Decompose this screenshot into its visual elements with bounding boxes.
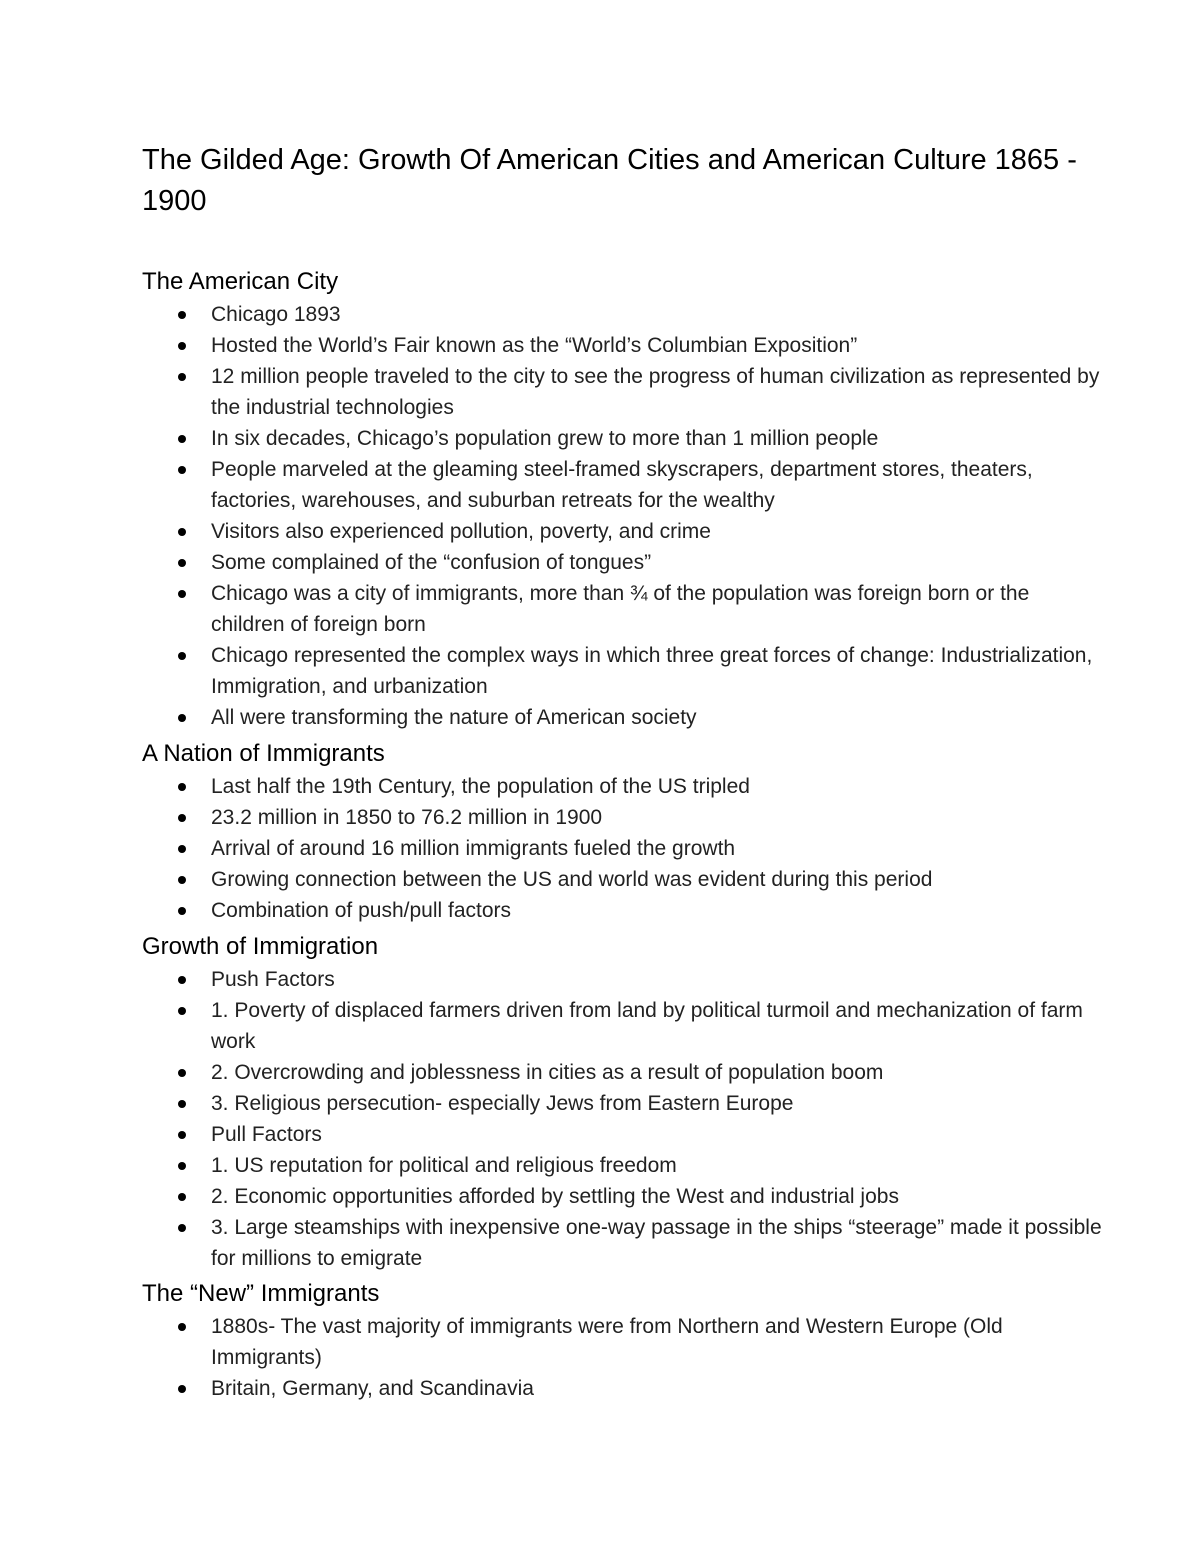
bullet-icon xyxy=(178,652,186,660)
section-heading: A Nation of Immigrants xyxy=(142,740,385,767)
list-item xyxy=(142,640,1102,702)
list-item xyxy=(142,995,1102,1057)
list-item-text: 1. US reputation for political and religious freedom xyxy=(211,1154,677,1177)
bullet-icon xyxy=(178,528,186,536)
bullet-list xyxy=(142,771,1102,926)
bullet-icon xyxy=(178,1193,186,1201)
list-item-text: All were transforming the nature of American society xyxy=(211,706,697,729)
bullet-list xyxy=(142,299,1102,733)
list-item-text: Some complained of the “confusion of tongues” xyxy=(211,551,652,574)
list-item xyxy=(142,1311,1102,1373)
bullet-icon xyxy=(178,435,186,443)
list-item xyxy=(142,1212,1102,1274)
section-nation-of-immigrants xyxy=(142,737,1102,926)
bullet-icon xyxy=(178,1007,186,1015)
list-item xyxy=(142,361,1102,423)
bullet-icon xyxy=(178,876,186,884)
bullet-icon xyxy=(178,714,186,722)
list-item xyxy=(142,964,1102,995)
list-item xyxy=(142,864,1102,895)
list-item xyxy=(142,516,1102,547)
bullet-icon xyxy=(178,814,186,822)
list-item-text: 3. Religious persecution- especially Jews from Eastern Europe xyxy=(211,1092,794,1115)
bullet-icon xyxy=(178,466,186,474)
list-item-text: Chicago was a city of immigrants, more than ¾ of the population was foreign born or the children of foreign born xyxy=(211,582,1030,636)
bullet-icon xyxy=(178,1069,186,1077)
list-item xyxy=(142,702,1102,733)
list-item-text: In six decades, Chicago’s population grew to more than 1 million people xyxy=(211,427,879,450)
bullet-icon xyxy=(178,342,186,350)
list-item xyxy=(142,1181,1102,1212)
list-item-text: 2. Economic opportunities afforded by settling the West and industrial jobs xyxy=(211,1185,899,1208)
list-item-text: 3. Large steamships with inexpensive one-way passage in the ships “steerage” made it possible for millions to emigrate xyxy=(211,1216,1102,1270)
list-item xyxy=(142,895,1102,926)
list-item-text: 12 million people traveled to the city to see the progress of human civilization as represented by the industrial technologies xyxy=(211,365,1100,419)
list-item xyxy=(142,454,1102,516)
list-item xyxy=(142,330,1102,361)
list-item xyxy=(142,833,1102,864)
bullet-icon xyxy=(178,559,186,567)
section-heading: Growth of Immigration xyxy=(142,933,379,960)
bullet-icon xyxy=(178,373,186,381)
section-growth-of-immigration xyxy=(142,930,1102,1274)
bullet-icon xyxy=(178,1131,186,1139)
bullet-icon xyxy=(178,1385,186,1393)
list-item xyxy=(142,299,1102,330)
bullet-icon xyxy=(178,590,186,598)
list-item-text: People marveled at the gleaming steel-framed skyscrapers, department stores, theaters, factories, warehouses, and suburban retreats for the wealthy xyxy=(211,458,1033,512)
bullet-icon xyxy=(178,311,186,319)
list-item xyxy=(142,802,1102,833)
list-item xyxy=(142,578,1102,640)
list-item xyxy=(142,1119,1102,1150)
list-item-text: 2. Overcrowding and joblessness in cities as a result of population boom xyxy=(211,1061,884,1084)
list-item-text: Hosted the World’s Fair known as the “World’s Columbian Exposition” xyxy=(211,334,858,357)
section-american-city xyxy=(142,265,1102,733)
bullet-list xyxy=(142,964,1102,1274)
bullet-icon xyxy=(178,976,186,984)
list-item-text: Growing connection between the US and world was evident during this period xyxy=(211,868,933,891)
list-item-text: 23.2 million in 1850 to 76.2 million in 1900 xyxy=(211,806,603,829)
list-item xyxy=(142,1088,1102,1119)
bullet-icon xyxy=(178,783,186,791)
section-heading: The “New” Immigrants xyxy=(142,1280,380,1307)
bullet-icon xyxy=(178,1323,186,1331)
bullet-icon xyxy=(178,1100,186,1108)
list-item-text: Britain, Germany, and Scandinavia xyxy=(211,1377,534,1400)
section-heading: The American City xyxy=(142,268,339,295)
list-item-text: Chicago represented the complex ways in which three great forces of change: Industrialization, Immigration, and urbanization xyxy=(211,644,1093,698)
bullet-list xyxy=(142,1311,1102,1404)
list-item xyxy=(142,1057,1102,1088)
list-item-text: Combination of push/pull factors xyxy=(211,899,511,922)
list-item-text: Chicago 1893 xyxy=(211,303,341,326)
section-new-immigrants xyxy=(142,1277,1102,1404)
bullet-icon xyxy=(178,907,186,915)
list-item xyxy=(142,1150,1102,1181)
list-item xyxy=(142,771,1102,802)
list-item xyxy=(142,423,1102,454)
list-item-text: Visitors also experienced pollution, poverty, and crime xyxy=(211,520,711,543)
document-title: The Gilded Age: Growth Of American Cities and American Culture 1865 - 1900 xyxy=(142,144,1077,217)
list-item xyxy=(142,547,1102,578)
list-item-text: Last half the 19th Century, the population of the US tripled xyxy=(211,775,750,798)
list-item-text: Pull Factors xyxy=(211,1123,322,1146)
list-item-text: 1. Poverty of displaced farmers driven from land by political turmoil and mechanization of farm work xyxy=(211,999,1083,1053)
list-item-text: Push Factors xyxy=(211,968,335,991)
list-item xyxy=(142,1373,1102,1404)
bullet-icon xyxy=(178,1162,186,1170)
list-item-text: 1880s- The vast majority of immigrants were from Northern and Western Europe (Old Immigrants) xyxy=(211,1315,1003,1369)
list-item-text: Arrival of around 16 million immigrants fueled the growth xyxy=(211,837,736,860)
bullet-icon xyxy=(178,845,186,853)
bullet-icon xyxy=(178,1224,186,1232)
